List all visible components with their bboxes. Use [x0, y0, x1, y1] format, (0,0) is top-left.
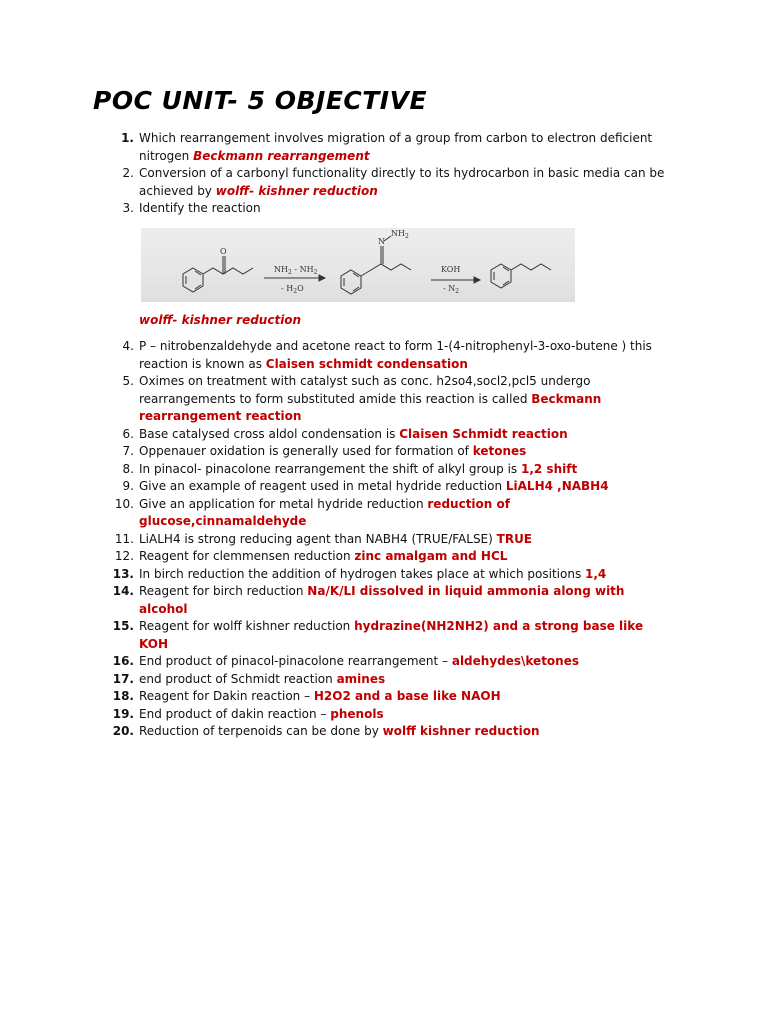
reagent-minus-n2: - $N_2$ [443, 283, 460, 295]
answer-text: LiALH4 ,NABH4 [505, 479, 609, 493]
question-text: LiALH4 is strong reducing agent than NABH4 (TRUE/FALSE) [139, 531, 497, 546]
question-text: Identify the reaction [139, 201, 261, 215]
oxygen-label: O [220, 246, 227, 256]
question-text: Reagent for birch reduction [139, 584, 308, 598]
question-number: 9. [122, 479, 134, 493]
answer-text: wolff- kishner reduction [215, 183, 378, 198]
answer-text: Beckmann rearrangement reaction [139, 391, 602, 423]
reagent-koh: KOH [441, 264, 461, 274]
answer-text: wolff- kishner reduction [139, 312, 302, 327]
question-number: 16. [112, 654, 134, 668]
question-20 [0, 723, 768, 741]
question-14 [0, 583, 768, 618]
question-18 [0, 688, 768, 706]
question-text: In pinacol- pinacolone rearrangement the shift of alkyl group is [139, 461, 521, 476]
question-number: 11. [114, 531, 134, 546]
answer-text: Claisen Schmidt reaction [399, 426, 568, 441]
chain-3 [511, 264, 551, 270]
reaction-scheme [141, 228, 575, 302]
question-text: Which rearrangement involves migration of a group from carbon to electron deficient nitrogen [139, 131, 653, 163]
question-15 [0, 618, 768, 653]
answer-text: Claisen schmidt condensation [265, 356, 468, 371]
question-number: 18. [112, 689, 134, 703]
answer-text: wolff kishner reduction [382, 724, 540, 738]
question-text: End product of pinacol-pinacolone rearrangement – [139, 654, 452, 668]
question-text: Give an application for metal hydride reduction [139, 496, 428, 511]
question-17 [0, 671, 768, 689]
question-1 [0, 130, 768, 165]
question-number: 14. [112, 584, 134, 598]
question-text: Reduction of terpenoids can be done by [139, 724, 383, 738]
answer-text: ketones [472, 444, 527, 458]
answer-text: Beckmann rearrangement [193, 148, 370, 163]
reagent-minus-water: - $H_2O$ [281, 283, 304, 295]
question-text: Conversion of a carbonyl functionality directly to its hydrocarbon in basic media can be achieved by [139, 166, 665, 198]
question-text: Reagent for wolff kishner reduction [139, 619, 355, 633]
question-9 [0, 478, 768, 496]
question-number: 15. [112, 619, 134, 633]
question-19 [0, 706, 768, 724]
question-number: 1. [121, 131, 134, 145]
question-2 [0, 165, 768, 200]
question-number: 5. [122, 374, 134, 388]
question-number: 19. [112, 706, 134, 721]
question-7 [0, 443, 768, 461]
question-8 [0, 461, 768, 479]
answer-text: 1,2 shift [520, 461, 578, 476]
question-number: 6. [122, 426, 134, 441]
question-5 [0, 373, 768, 426]
question-10 [0, 496, 768, 531]
answer-text: phenols [330, 706, 384, 721]
question-11 [0, 531, 768, 549]
question-text: Reagent for Dakin reaction – [139, 689, 314, 703]
question-text: Base catalysed cross aldol condensation is [139, 426, 400, 441]
question-number: 13. [112, 566, 134, 581]
question-number: 8. [122, 461, 134, 476]
question-number: 10. [114, 496, 134, 511]
nh2-label: $NH_2$ [391, 228, 409, 240]
question-number: 3. [122, 201, 134, 215]
page-title: POC UNIT- 5 OBJECTIVE [93, 86, 428, 115]
answer-text: amines [336, 671, 386, 686]
chain-2 [361, 264, 411, 276]
question-3 [0, 200, 768, 218]
question-text: Give an example of reagent used in metal hydride reduction [139, 479, 506, 493]
question-text: end product of Schmidt reaction [139, 671, 337, 686]
question-16 [0, 653, 768, 671]
question-number: 12. [114, 549, 134, 563]
question-text: P – nitrobenzaldehyde and acetone react to form 1-(4-nitrophenyl-3-oxo-butene ) this reaction is known as [139, 339, 652, 371]
answer-text: 1,4 [585, 566, 607, 581]
question-12 [0, 548, 768, 566]
question-6 [0, 426, 768, 444]
chain-1 [203, 268, 253, 274]
question-number: 17. [112, 671, 134, 686]
question-number: 20. [112, 724, 134, 738]
question-3-answer [0, 312, 768, 330]
question-text: Oximes on treatment with catalyst such as conc. h2so4,socl2,pcl5 undergo rearrangements to form substituted amide this reaction is called [139, 374, 591, 406]
answer-text: zinc amalgam and HCL [354, 549, 508, 563]
question-text: End product of dakin reaction – [139, 706, 331, 721]
question-text: In birch reduction the addition of hydrogen takes place at which positions [139, 566, 586, 581]
question-13 [0, 566, 768, 584]
question-number: 2. [122, 166, 134, 180]
answer-text: aldehydes\ketones [451, 654, 580, 668]
answer-text: H2O2 and a base like NAOH [313, 689, 501, 703]
answer-text: reduction of glucose,cinnamaldehyde [139, 496, 510, 528]
question-number: 4. [122, 339, 134, 353]
question-list [0, 130, 768, 741]
question-number: 7. [122, 444, 134, 458]
answer-text: Na/K/LI dissolved in liquid ammonia along with alcohol [139, 584, 625, 616]
reaction-image [141, 228, 575, 302]
answer-text: hydrazine(NH2NH2) and a strong base like KOH [139, 619, 644, 651]
answer-text: TRUE [496, 531, 533, 546]
question-text: Oppenauer oxidation is generally used for formation of [139, 444, 473, 458]
reagent-hydrazine: $NH_2 - NH_2$ [274, 264, 318, 276]
nitrogen-label: N [378, 236, 385, 246]
question-text: Reagent for clemmensen reduction [139, 549, 355, 563]
question-4 [0, 338, 768, 373]
